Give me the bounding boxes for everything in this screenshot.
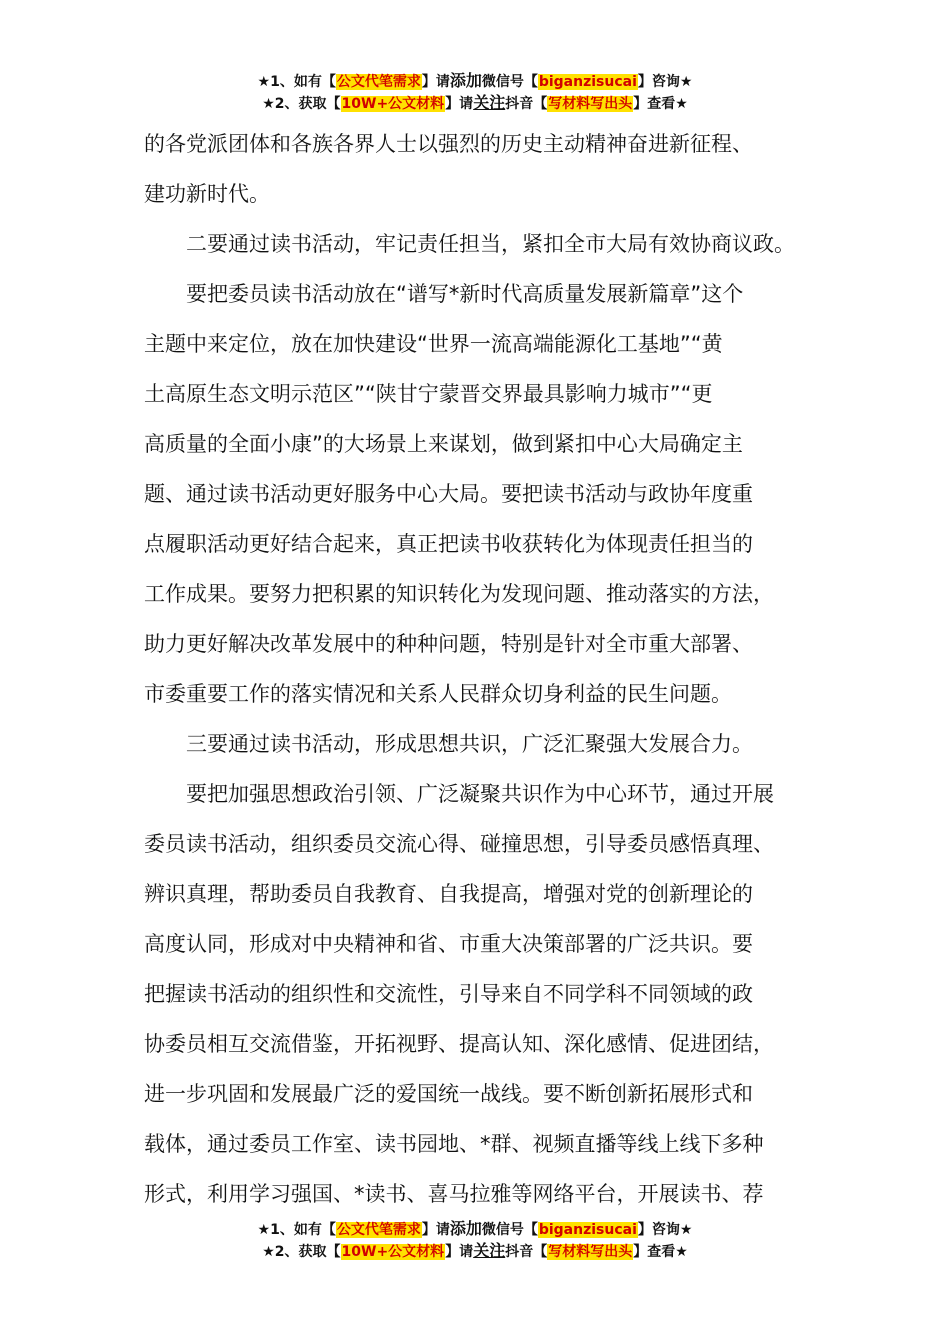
banner-line-1 (0, 70, 950, 92)
body-line: 委员读书活动，组织委员交流心得、碰撞思想，引导委员感悟真理、 (144, 832, 774, 856)
body-line: 载体，通过委员工作室、读书园地、*群、视频直播等线上线下多种 (144, 1132, 764, 1156)
banner-emphasis: 添加 (449, 1219, 482, 1238)
body-line: 市委重要工作的落实情况和关系人民群众切身利益的民生问题。 (144, 682, 732, 706)
body-line: 高度认同，形成对中央精神和省、市重大决策部署的广泛共识。要 (144, 932, 753, 956)
banner-text: ★2、获取【 (262, 1244, 341, 1260)
body-line: 点履职活动更好结合起来，真正把读书收获转化为体现责任担当的 (144, 532, 753, 556)
footer-banner (0, 1218, 950, 1262)
banner-text: 】请 (421, 1222, 450, 1238)
banner-wechat-id: biganzisucai (538, 74, 637, 90)
banner-highlight: 写材料写出头 (548, 1244, 633, 1260)
banner-text: 】查看★ (633, 1244, 688, 1260)
banner-wechat-id: biganzisucai (538, 1222, 637, 1238)
header-banner (0, 70, 950, 114)
banner-line-2 (0, 1240, 950, 1262)
banner-text: ★1、如有【 (257, 74, 336, 90)
banner-highlight: 公文代笔需求 (336, 1222, 421, 1238)
banner-text: 】请 (445, 96, 474, 112)
banner-emphasis: 添加 (449, 71, 482, 90)
body-line: 主题中来定位，放在加快建设“世界一流高端能源化工基地”“黄 (144, 332, 723, 356)
banner-text: ★1、如有【 (257, 1222, 336, 1238)
body-line: 把握读书活动的组织性和交流性，引导来自不同学科不同领域的政 (144, 982, 753, 1006)
banner-text: 抖音【 (505, 96, 548, 112)
body-line: 建功新时代。 (144, 182, 270, 206)
banner-highlight: 10W+公文材料 (341, 1244, 445, 1260)
banner-text: 微信号【 (481, 74, 538, 90)
banner-text: 】咨询★ (637, 74, 693, 90)
banner-text: 】请 (445, 1244, 474, 1260)
body-line: 进一步巩固和发展最广泛的爱国统一战线。要不断创新拓展形式和 (144, 1082, 753, 1106)
body-line: 辨识真理，帮助委员自我教育、自我提高，增强对党的创新理论的 (144, 882, 753, 906)
banner-emphasis: 关注 (473, 1241, 506, 1260)
body-line: 工作成果。要努力把积累的知识转化为发现问题、推动落实的方法， (144, 582, 774, 606)
body-line: 的各党派团体和各族各界人士以强烈的历史主动精神奋进新征程、 (144, 132, 753, 156)
body-line: 题、通过读书活动更好服务中心大局。要把读书活动与政协年度重 (144, 482, 753, 506)
body-line: 协委员相互交流借鉴，开拓视野、提高认知、深化感情、促进团结， (144, 1032, 774, 1056)
banner-emphasis: 关注 (473, 93, 506, 112)
section-heading: 三要通过读书活动，形成思想共识，广泛汇聚强大发展合力。 (144, 732, 753, 756)
banner-line-1 (0, 1218, 950, 1240)
body-line: 形式，利用学习强国、*读书、喜马拉雅等网络平台，开展读书、荐 (144, 1182, 764, 1206)
banner-line-2 (0, 92, 950, 114)
document-body (144, 119, 824, 1219)
banner-highlight: 公文代笔需求 (336, 74, 421, 90)
body-line: 土高原生态文明示范区”“陕甘宁蒙晋交界最具影响力城市”“更 (144, 382, 713, 406)
body-line: 要把加强思想政治引领、广泛凝聚共识作为中心环节，通过开展 (144, 782, 774, 806)
banner-text: 微信号【 (481, 1222, 538, 1238)
body-line: 助力更好解决改革发展中的种种问题，特别是针对全市重大部署、 (144, 632, 753, 656)
banner-text: 抖音【 (505, 1244, 548, 1260)
banner-text: 】请 (421, 74, 450, 90)
body-line: 高质量的全面小康”的大场景上来谋划，做到紧扣中心大局确定主 (144, 432, 743, 456)
banner-text: 】查看★ (633, 96, 688, 112)
body-line: 要把委员读书活动放在“谱写*新时代高质量发展新篇章”这个 (144, 282, 744, 306)
banner-highlight: 写材料写出头 (548, 96, 633, 112)
section-heading: 二要通过读书活动，牢记责任担当，紧扣全市大局有效协商议政。 (144, 232, 795, 256)
banner-text: 】咨询★ (637, 1222, 693, 1238)
banner-highlight: 10W+公文材料 (341, 96, 445, 112)
banner-text: ★2、获取【 (262, 96, 341, 112)
